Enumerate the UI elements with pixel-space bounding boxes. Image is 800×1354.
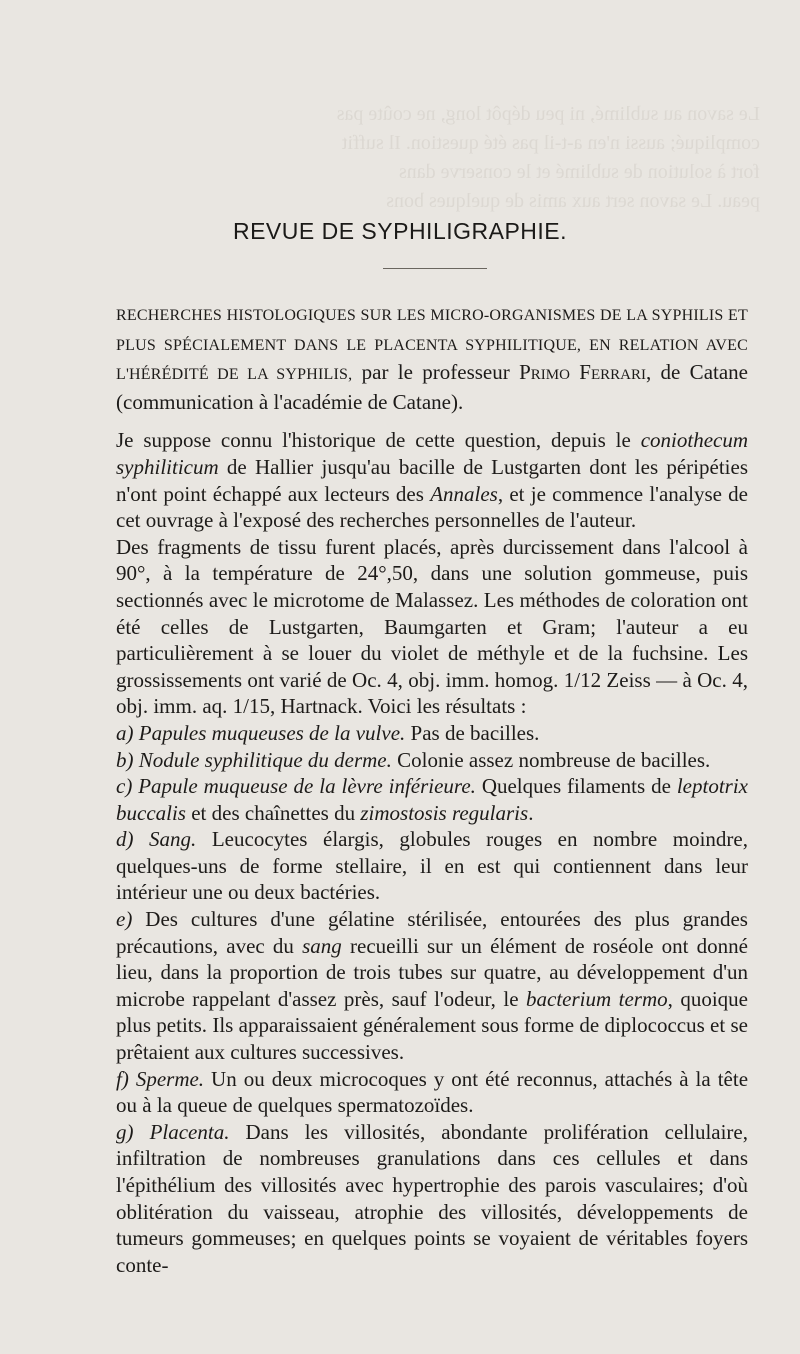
emphasis: Sperme. — [135, 1066, 205, 1091]
text: Un ou deux microcoques y ont été reconnus, attachés à la tête ou à la queue de quelques spermatozoïdes. — [116, 1066, 749, 1118]
text: Colonie assez nombreuse de bacilles. — [391, 747, 711, 772]
text: de Hallier jusqu'au bacille de Lustgarten dont les péripéties n'ont point échappé aux lecteurs des — [116, 454, 748, 506]
emphasis: Papule muqueuse de la lèvre inférieure. — [138, 774, 476, 799]
title-mid: par le professeur — [352, 360, 520, 385]
text: . — [528, 800, 534, 825]
bleed-through-text — [120, 100, 760, 216]
bleed-line: compliqué; aussi n'en a-t-il pas été question. Il suffit — [341, 132, 760, 154]
item-label: d) — [116, 827, 150, 852]
text: et des chaînettes du — [185, 800, 361, 825]
text: Quelques filaments de — [475, 774, 677, 799]
text: Je suppose connu l'historique de cette question, depuis le — [116, 428, 641, 453]
emphasis: bacterium termo — [526, 986, 668, 1011]
emphasis: zimostosis regularis — [360, 800, 529, 825]
item-label: c) — [116, 774, 139, 799]
author-name: Primo Ferrari — [519, 360, 646, 385]
item-label: a) — [116, 720, 139, 745]
emphasis: Placenta. — [149, 1119, 230, 1144]
running-header: REVUE DE SYPHILIGRAPHIE. — [232, 218, 568, 244]
header-rule — [383, 268, 487, 269]
result-e — [116, 906, 748, 1066]
paragraph-methods: Des fragments de tissu furent placés, après durcissement dans l'alcool à 90°, à la température de 24°,50, dans une solution gommeuse, puis sectionnés avec le microtome de Malassez. Les méthodes de coloration ont été celles de Lustgarten, Baumgarten et Gram; l'auteur a eu particulièrement à se louer du violet de méthyle et de la fuchsine. Les grossissements ont varié de Oc. 4, obj. imm. homog. 1/12 Zeiss — à Oc. 4, obj. imm. aq. 1/15, Hartnack. Voici les résultats : — [116, 534, 748, 719]
title-end: , de Catane (communication à l'académie de Catane). — [116, 360, 748, 414]
emphasis: leptotrix buccalis — [116, 774, 748, 825]
emphasis: Nodule syphilitique du derme. — [138, 747, 392, 772]
text: Pas de bacilles. — [405, 720, 540, 745]
bleed-line: fort à solution de sublimé et le conserve dans — [398, 161, 760, 183]
result-g — [116, 1119, 748, 1279]
text: Leucocytes élargis, globules rouges en nombre moindre, quelques-uns de forme stellaire, il en est qui contiennent dans leur intérieur une ou deux bactéries. — [116, 827, 748, 905]
text: , quoique plus petits. Ils apparaissaient généralement sous forme de diplococcus et se prêtaient aux cultures successives. — [116, 986, 748, 1065]
emphasis: coniothecum syphiliticum — [116, 428, 748, 479]
text: Dans les villosités, abondante prolifération cellulaire, infiltration de nombreuses granulations dans ces cellules et dans l'épithélium des villosités avec hypertrophie des parois vasculaires; d'où oblitération du vaisseau, atrophie des villosités, développements de tumeurs gommeuses; en quelques points se voyaient de véritables foyers conte- — [116, 1119, 748, 1277]
paragraph-intro — [116, 427, 748, 533]
text: , et je commence l'analyse de cet ouvrage à l'exposé des recherches personnelles de l'auteur. — [116, 481, 749, 533]
result-b — [116, 747, 748, 774]
emphasis: sang — [302, 933, 342, 958]
item-label: b) — [116, 747, 139, 772]
result-f — [116, 1066, 748, 1119]
result-d — [116, 826, 748, 906]
article-body — [116, 300, 748, 1278]
bleed-line: peau. Le savon sert aux amis de quelques bons — [386, 190, 760, 212]
item-label: f) — [116, 1066, 136, 1091]
emphasis: Annales — [430, 481, 498, 506]
item-label: g) — [116, 1119, 150, 1144]
item-label: e) — [116, 907, 146, 932]
text: Des cultures d'une gélatine stérilisée, entourées des plus grandes précautions, avec du — [116, 907, 748, 958]
result-a — [116, 720, 748, 747]
title-smallcaps: RECHERCHES HISTOLOGIQUES SUR LES MICRO-ORGANISMES DE LA SYPHILIS ET PLUS SPÉCIALEMENT DANS LE PLACENTA SYPHILITIQUE, EN RELATION AVEC L'HÉRÉDITÉ DE LA SYPHILIS, — [116, 307, 748, 384]
bleed-line: Le savon au sublimé, ni peu dépôt long, ne coûte pas — [336, 103, 760, 125]
emphasis: Papules muqueuses de la vulve. — [138, 720, 406, 745]
emphasis: Sang. — [149, 827, 197, 852]
article-title — [116, 300, 748, 415]
text: recueilli sur un élément de roséole ont donné lieu, dans la proportion de trois tubes sur quatre, au développement d'un microbe rappelant d'assez près, sauf l'odeur, le — [116, 933, 748, 1011]
result-c — [116, 773, 748, 826]
